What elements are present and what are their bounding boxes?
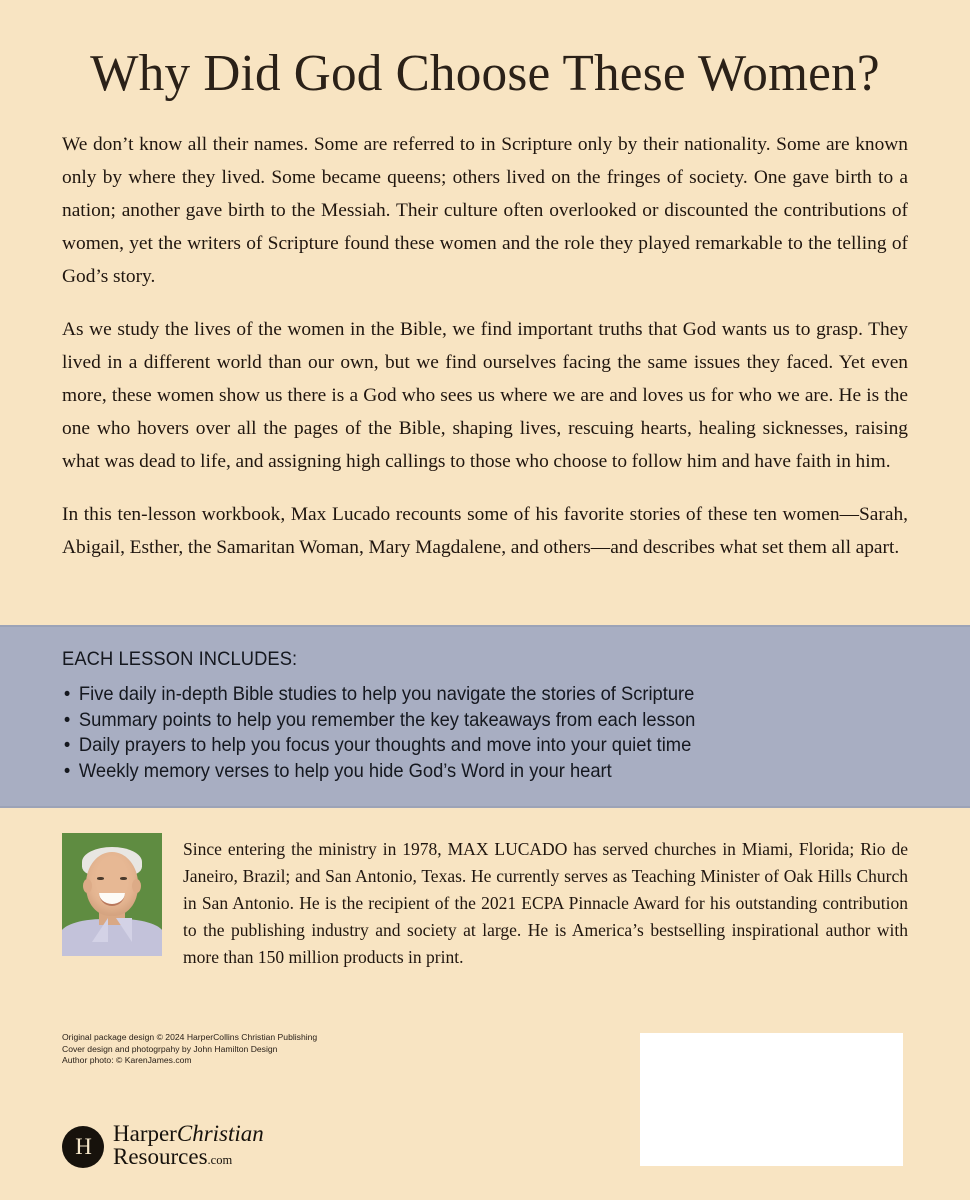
list-item bbox=[62, 682, 857, 708]
publisher-name-harper: Harper bbox=[113, 1121, 177, 1146]
list-item-label: Summary points to help you remember the key takeaways from each lesson bbox=[78, 708, 696, 731]
photo-eye-right bbox=[120, 877, 127, 880]
author-bio: Since entering the ministry in 1978, MAX LUCADO has served churches in Miami, Florida; Rio de Janeiro, Brazil; and San Antonio, Texas. He currently serves as Teaching Minister of Oak Hills Church in San Antonio. He is the recipient of the 2021 ECPA Pinnacle Award for his outstanding contribution to the publishing industry and society at large. He is America’s bestselling inspirational author with more than 150 million products in print. bbox=[183, 839, 908, 967]
photo-face bbox=[86, 852, 138, 916]
publisher-logo-line-1 bbox=[113, 1122, 264, 1145]
list-item-label: Weekly memory verses to help you hide God’s Word in your heart bbox=[78, 759, 612, 782]
description-block bbox=[0, 128, 970, 564]
publisher-name-resources: Resources bbox=[113, 1144, 208, 1169]
bullet-icon: • bbox=[63, 734, 71, 757]
bullet-icon: • bbox=[63, 683, 71, 705]
page-title: Why Did God Choose These Women? bbox=[90, 45, 880, 102]
lesson-includes-list bbox=[62, 682, 908, 784]
list-item-label: Daily prayers to help you focus your thoughts and move into your quiet time bbox=[78, 734, 692, 757]
description-paragraph-1: We don’t know all their names. Some are referred to in Scripture only by their nationality. Some are known only by where they lived. Some became queens; others lived on the fringes of society. One gave birth to a nation; another gave birth to the Messiah. Their culture often overlooked or discounted the contributions of women, yet the writers of Scripture found these women and the role they played remarkable to the telling of God’s story. bbox=[62, 133, 908, 288]
publisher-name-christian: Christian bbox=[176, 1121, 264, 1146]
bullet-icon: • bbox=[63, 708, 71, 731]
barcode-placeholder bbox=[640, 1033, 903, 1166]
fine-print-line-3: Author photo: © KarenJames.com bbox=[62, 1055, 192, 1066]
publisher-logo-line-2 bbox=[113, 1145, 264, 1172]
publisher-logo-wordmark bbox=[113, 1122, 264, 1172]
photo-collar-right bbox=[116, 918, 132, 942]
bullet-icon: • bbox=[63, 759, 71, 782]
author-section bbox=[0, 833, 970, 971]
description-paragraph-3: In this ten-lesson workbook, Max Lucado recounts some of his favorite stories of these ten women—Sarah, Abigail, Esther, the Samaritan Woman, Mary Magdalene, and others—and describes what set them all apart. bbox=[62, 503, 908, 558]
list-item-label: Five daily in-depth Bible studies to help you navigate the stories of Scripture bbox=[78, 683, 695, 705]
lesson-includes-band bbox=[0, 625, 970, 808]
photo-eye-left bbox=[97, 877, 104, 880]
lesson-includes-heading: EACH LESSON INCLUDES: bbox=[62, 648, 298, 670]
publisher-domain-suffix: .com bbox=[207, 1153, 233, 1167]
copyright-fine-print bbox=[62, 1032, 317, 1067]
harper-monogram-icon bbox=[62, 1126, 104, 1168]
fine-print-line-1: Original package design © 2024 HarperCollins Christian Publishing bbox=[62, 1032, 318, 1042]
list-item bbox=[62, 759, 857, 785]
photo-ear-left bbox=[83, 879, 92, 893]
monogram-letter: H bbox=[75, 1133, 91, 1159]
photo-collar-left bbox=[92, 918, 108, 942]
description-paragraph-2: As we study the lives of the women in the Bible, we find important truths that God wants us to grasp. They lived in a different world than our own, but we find ourselves facing the same issues they faced. Yet even more, these women show us there is a God who sees us where we are and loves us for who we are. He is the one who hovers over all the pages of the Bible, shaping lives, rescuing hearts, healing sicknesses, raising what was dead to life, and assigning high callings to those who choose to follow him and have faith in him. bbox=[62, 318, 908, 473]
fine-print-line-2: Cover design and photogrpahy by John Hamilton Design bbox=[62, 1043, 278, 1054]
publisher-logo bbox=[62, 1122, 264, 1172]
list-item bbox=[62, 733, 857, 759]
title-block bbox=[0, 0, 970, 102]
author-photo bbox=[62, 833, 162, 956]
lesson-includes-inner bbox=[0, 627, 970, 784]
list-item bbox=[62, 708, 857, 734]
photo-ear-right bbox=[132, 879, 141, 893]
